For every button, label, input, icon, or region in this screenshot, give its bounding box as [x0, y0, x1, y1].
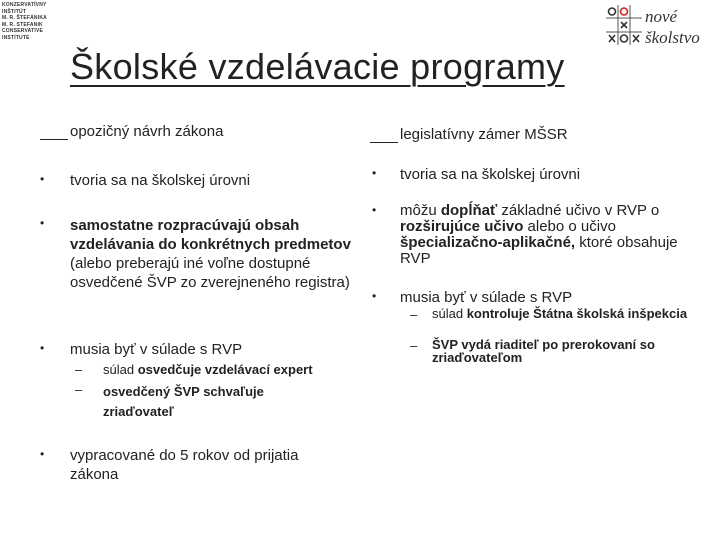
right-sub-2-bold: ŠVP vydá riaditeľ po prerokovaní so zriaďovateľom	[432, 337, 655, 365]
institute-line: KONZERVATÍVNY	[2, 2, 47, 8]
bullet-glyph: •	[372, 289, 377, 303]
dash-glyph: –	[75, 362, 83, 377]
institute-line: M. R. STEFANIK	[2, 21, 43, 28]
right-bullet-2-mid-2: alebo o učivo	[523, 218, 616, 235]
right-bullet-2	[400, 203, 695, 267]
left-heading	[40, 123, 223, 140]
right-sub-1-pre: súlad	[432, 306, 467, 321]
dash-glyph: –	[410, 307, 418, 322]
left-bullet-2	[70, 216, 360, 292]
left-heading-text: opozičný návrh zákona	[70, 123, 224, 140]
right-bullet-2-bold-2: rozširujúce učivo	[400, 218, 524, 235]
bullet-glyph: •	[40, 447, 45, 461]
left-sub-2	[103, 382, 293, 422]
bullet-glyph: •	[372, 166, 377, 180]
bullet-glyph: •	[40, 216, 45, 230]
left-sub-2-bold: osvedčený ŠVP schvaľuje zriaďovateľ	[103, 384, 264, 419]
bullet-glyph: •	[40, 341, 45, 355]
right-bullet-1: tvoria sa na školskej úrovni	[400, 166, 581, 183]
right-bullet-2-mid: základné učivo v RVP o	[497, 202, 660, 219]
left-bullet-3: musia byť v súlade s RVP	[70, 341, 243, 358]
left-bullet-2-rest: (alebo preberajú iné voľne dostupné osvedčené ŠVP zo zverejneného registra)	[70, 255, 350, 291]
right-heading	[370, 126, 568, 143]
right-bullet-3: musia byť v súlade s RVP	[400, 289, 573, 306]
nove-skolstvo-logo	[606, 5, 716, 49]
left-bullet-4: vypracované do 5 rokov od prijatia zákona	[70, 447, 299, 483]
institute-line: M. R. ŠTEFÁNIKA	[2, 15, 47, 22]
left-bullet-1: tvoria sa na školskej úrovni	[70, 172, 251, 189]
left-sub-1-pre: súlad	[103, 362, 138, 377]
bullet-glyph: •	[40, 172, 45, 186]
heading-underline	[370, 142, 398, 143]
right-bullet-2-rest: ktoré obsahuje RVP	[400, 234, 678, 267]
page-title: Školské vzdelávacie programy	[70, 46, 565, 87]
institute-line: INSTITUTE	[2, 34, 30, 41]
left-sub-1-bold: osvedčuje vzdelávací expert	[137, 362, 313, 377]
institute-line: INŠTITÚT	[2, 8, 27, 15]
dash-glyph: –	[75, 382, 83, 397]
institute-line: CONSERVATIVE	[2, 28, 44, 35]
logo-word-nove: nové	[645, 7, 678, 26]
right-bullet-2-bold-3: špecializačno-aplikačné,	[400, 234, 576, 251]
dash-glyph: –	[410, 338, 418, 353]
right-sub-1-bold: kontroluje Štátna školská inšpekcia	[466, 306, 688, 321]
left-sub-1	[103, 362, 363, 378]
heading-underline	[40, 139, 68, 140]
institute-logo-text	[2, 2, 47, 42]
right-bullet-2-bold-1: dopĺňať	[440, 202, 498, 219]
right-sub-1	[432, 307, 692, 320]
logo-word-skolstvo: školstvo	[645, 28, 700, 47]
right-bullet-2-pre: môžu	[400, 202, 441, 219]
right-heading-text: legislatívny zámer MŠSR	[400, 126, 568, 143]
right-sub-2	[432, 338, 697, 364]
bullet-glyph: •	[372, 203, 377, 217]
left-bullet-2-bold: samostatne rozpracúvajú obsah vzdelávania do konkrétnych predmetov	[70, 217, 351, 253]
